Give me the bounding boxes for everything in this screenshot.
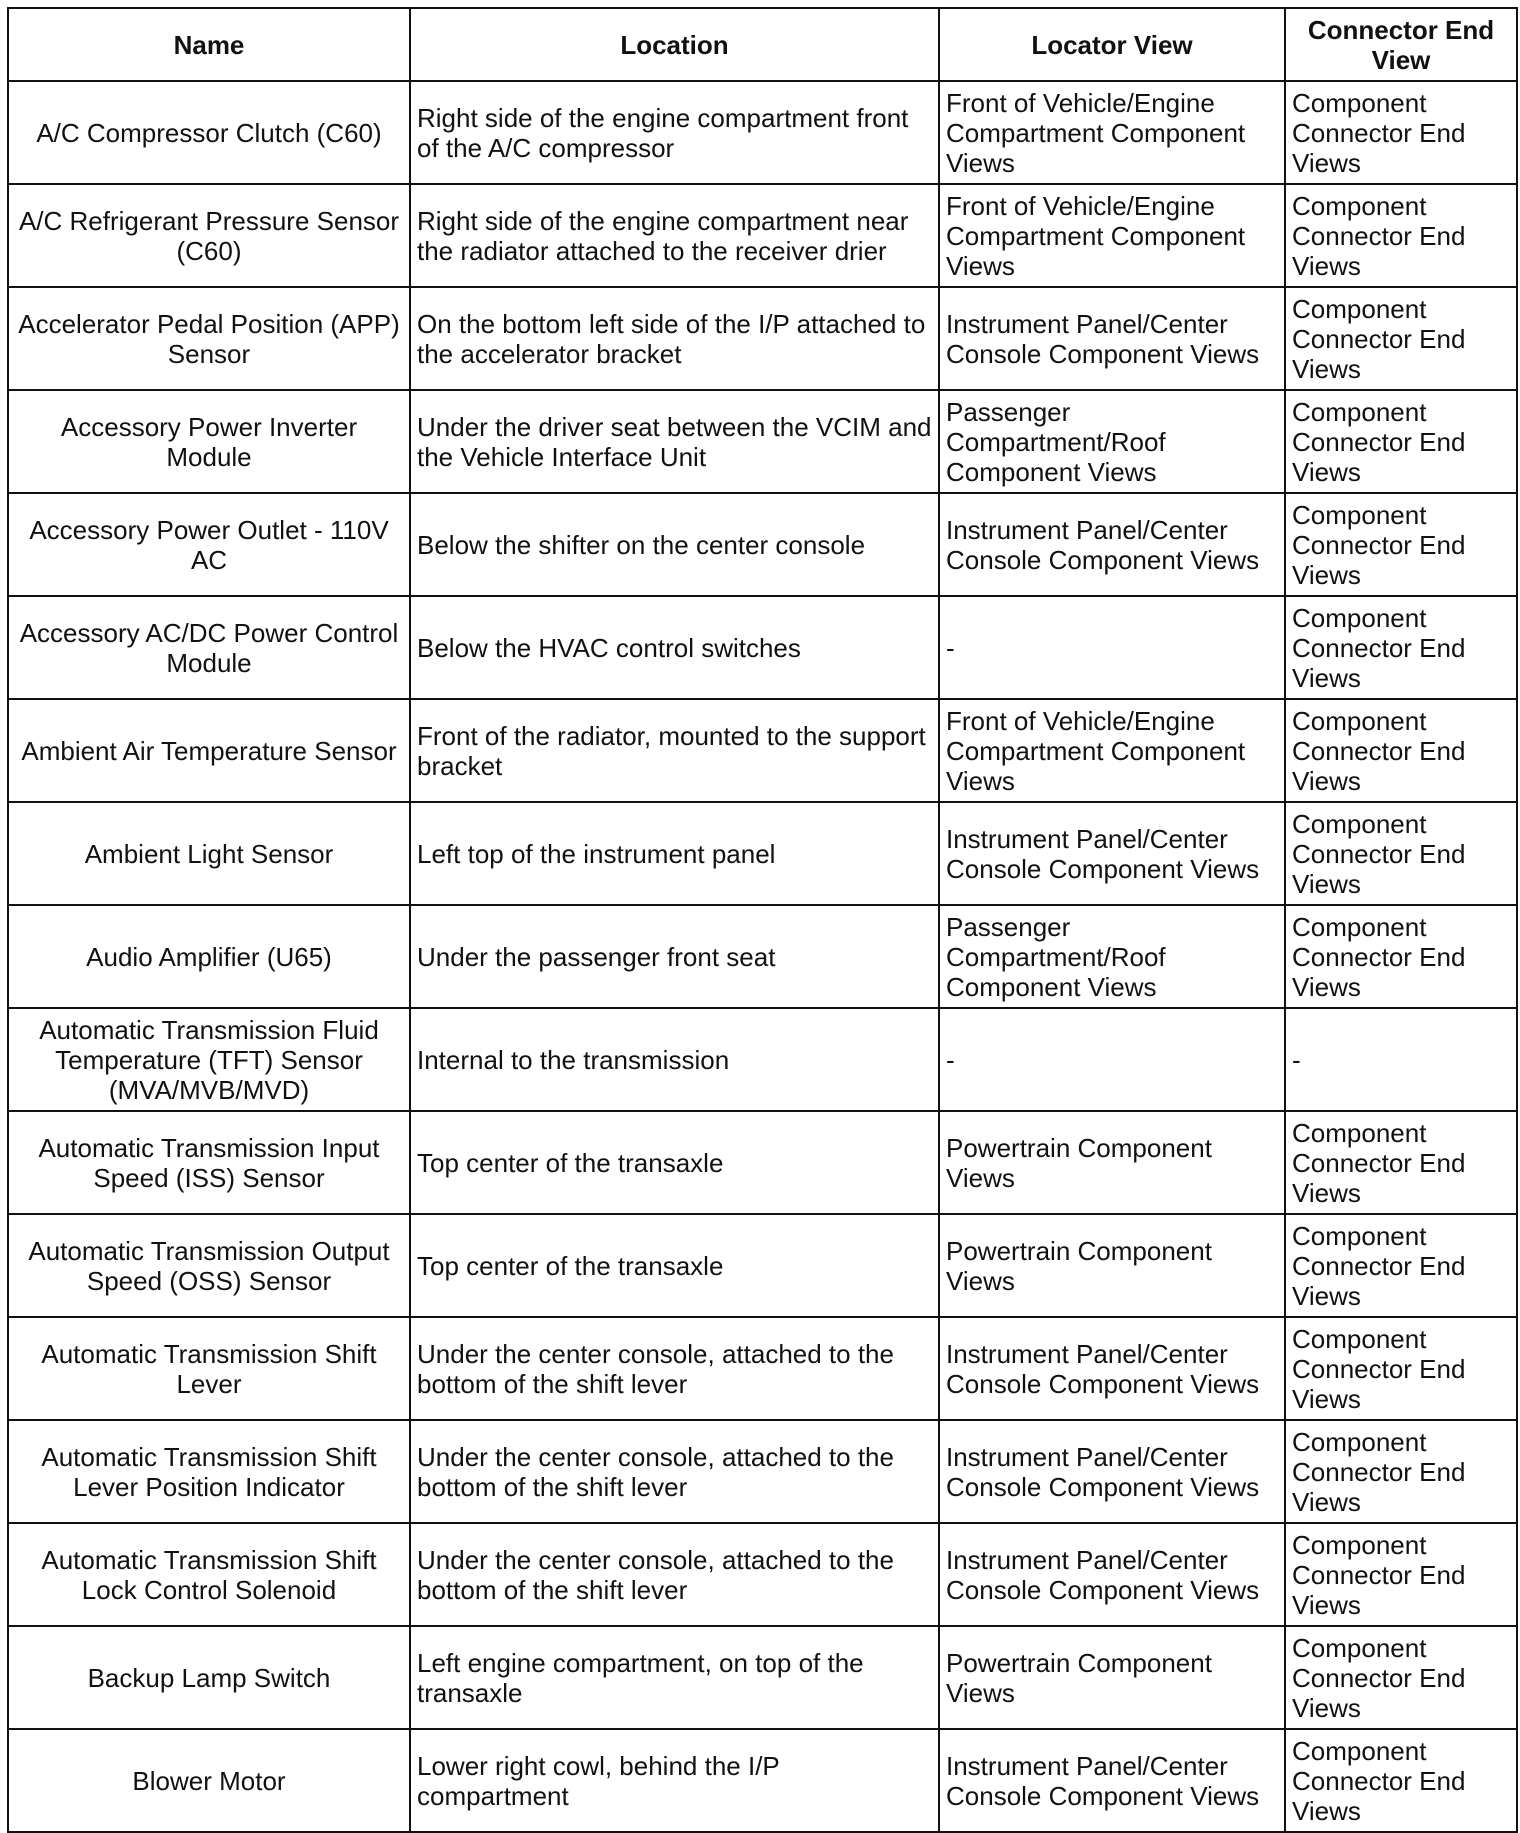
table-row: [8, 81, 1517, 184]
cell-name: Audio Amplifier (U65): [8, 905, 410, 1008]
table-row: [8, 287, 1517, 390]
cell-name: Accessory AC/DC Power Control Module: [8, 596, 410, 699]
cell-location: Below the HVAC control switches: [410, 596, 939, 699]
header-name: Name: [8, 8, 410, 81]
cell-location: Under the driver seat between the VCIM and the Vehicle Interface Unit: [410, 390, 939, 493]
cell-connector-end-view: Component Connector End Views: [1285, 1523, 1517, 1626]
cell-name: Ambient Air Temperature Sensor: [8, 699, 410, 802]
cell-locator-view: Instrument Panel/Center Console Component Views: [939, 1317, 1285, 1420]
cell-name: Automatic Transmission Output Speed (OSS) Sensor: [8, 1214, 410, 1317]
cell-connector-end-view: Component Connector End Views: [1285, 1729, 1517, 1832]
cell-connector-end-view: Component Connector End Views: [1285, 493, 1517, 596]
header-row: [8, 8, 1517, 81]
cell-locator-view: Instrument Panel/Center Console Component Views: [939, 1420, 1285, 1523]
table-row: [8, 1420, 1517, 1523]
cell-connector-end-view: Component Connector End Views: [1285, 390, 1517, 493]
cell-name: Automatic Transmission Shift Lever: [8, 1317, 410, 1420]
cell-name: Backup Lamp Switch: [8, 1626, 410, 1729]
cell-location: Below the shifter on the center console: [410, 493, 939, 596]
cell-locator-view: Front of Vehicle/Engine Compartment Component Views: [939, 184, 1285, 287]
cell-location: Right side of the engine compartment front of the A/C compressor: [410, 81, 939, 184]
cell-location: Under the center console, attached to the bottom of the shift lever: [410, 1523, 939, 1626]
table-row: [8, 1729, 1517, 1832]
cell-location: On the bottom left side of the I/P attached to the accelerator bracket: [410, 287, 939, 390]
cell-name: A/C Refrigerant Pressure Sensor (C60): [8, 184, 410, 287]
cell-name: A/C Compressor Clutch (C60): [8, 81, 410, 184]
cell-location: Internal to the transmission: [410, 1008, 939, 1111]
cell-location: Under the passenger front seat: [410, 905, 939, 1008]
table-row: [8, 802, 1517, 905]
table-body: [8, 81, 1517, 1832]
cell-locator-view: Powertrain Component Views: [939, 1214, 1285, 1317]
table-row: [8, 1317, 1517, 1420]
cell-connector-end-view: Component Connector End Views: [1285, 1317, 1517, 1420]
cell-name: Automatic Transmission Fluid Temperature (TFT) Sensor (MVA/MVB/MVD): [8, 1008, 410, 1111]
cell-connector-end-view: Component Connector End Views: [1285, 802, 1517, 905]
cell-connector-end-view: Component Connector End Views: [1285, 184, 1517, 287]
cell-locator-view: Instrument Panel/Center Console Component Views: [939, 1729, 1285, 1832]
cell-name: Blower Motor: [8, 1729, 410, 1832]
cell-location: Front of the radiator, mounted to the support bracket: [410, 699, 939, 802]
cell-locator-view: -: [939, 596, 1285, 699]
cell-locator-view: Powertrain Component Views: [939, 1111, 1285, 1214]
table-row: [8, 1008, 1517, 1111]
header-locator-view: Locator View: [939, 8, 1285, 81]
cell-location: Left top of the instrument panel: [410, 802, 939, 905]
cell-name: Accelerator Pedal Position (APP) Sensor: [8, 287, 410, 390]
cell-name: Ambient Light Sensor: [8, 802, 410, 905]
table-row: [8, 390, 1517, 493]
cell-locator-view: Passenger Compartment/Roof Component Views: [939, 905, 1285, 1008]
cell-location: Lower right cowl, behind the I/P compartment: [410, 1729, 939, 1832]
cell-name: Automatic Transmission Shift Lever Position Indicator: [8, 1420, 410, 1523]
table-row: [8, 905, 1517, 1008]
header-connector-end-view: Connector End View: [1285, 8, 1517, 81]
cell-location: Top center of the transaxle: [410, 1111, 939, 1214]
cell-locator-view: Instrument Panel/Center Console Component Views: [939, 1523, 1285, 1626]
component-locator-table: [7, 7, 1518, 1833]
cell-connector-end-view: Component Connector End Views: [1285, 699, 1517, 802]
cell-connector-end-view: Component Connector End Views: [1285, 905, 1517, 1008]
cell-locator-view: Front of Vehicle/Engine Compartment Component Views: [939, 81, 1285, 184]
cell-connector-end-view: Component Connector End Views: [1285, 596, 1517, 699]
table-row: [8, 1523, 1517, 1626]
cell-location: Under the center console, attached to the bottom of the shift lever: [410, 1420, 939, 1523]
cell-connector-end-view: Component Connector End Views: [1285, 287, 1517, 390]
table-row: [8, 699, 1517, 802]
cell-location: Under the center console, attached to the bottom of the shift lever: [410, 1317, 939, 1420]
cell-connector-end-view: Component Connector End Views: [1285, 1111, 1517, 1214]
cell-locator-view: -: [939, 1008, 1285, 1111]
cell-connector-end-view: Component Connector End Views: [1285, 1420, 1517, 1523]
cell-location: Top center of the transaxle: [410, 1214, 939, 1317]
table-row: [8, 184, 1517, 287]
cell-location: Right side of the engine compartment near the radiator attached to the receiver drier: [410, 184, 939, 287]
cell-locator-view: Front of Vehicle/Engine Compartment Component Views: [939, 699, 1285, 802]
table-row: [8, 596, 1517, 699]
cell-name: Accessory Power Outlet - 110V AC: [8, 493, 410, 596]
cell-locator-view: Instrument Panel/Center Console Component Views: [939, 802, 1285, 905]
table-row: [8, 1214, 1517, 1317]
cell-locator-view: Powertrain Component Views: [939, 1626, 1285, 1729]
cell-name: Automatic Transmission Shift Lock Control Solenoid: [8, 1523, 410, 1626]
cell-locator-view: Instrument Panel/Center Console Component Views: [939, 287, 1285, 390]
cell-locator-view: Instrument Panel/Center Console Component Views: [939, 493, 1285, 596]
table-row: [8, 1626, 1517, 1729]
cell-name: Automatic Transmission Input Speed (ISS) Sensor: [8, 1111, 410, 1214]
table-row: [8, 1111, 1517, 1214]
cell-connector-end-view: Component Connector End Views: [1285, 81, 1517, 184]
table-row: [8, 493, 1517, 596]
cell-location: Left engine compartment, on top of the transaxle: [410, 1626, 939, 1729]
cell-name: Accessory Power Inverter Module: [8, 390, 410, 493]
cell-connector-end-view: -: [1285, 1008, 1517, 1111]
header-location: Location: [410, 8, 939, 81]
cell-locator-view: Passenger Compartment/Roof Component Views: [939, 390, 1285, 493]
cell-connector-end-view: Component Connector End Views: [1285, 1214, 1517, 1317]
cell-connector-end-view: Component Connector End Views: [1285, 1626, 1517, 1729]
